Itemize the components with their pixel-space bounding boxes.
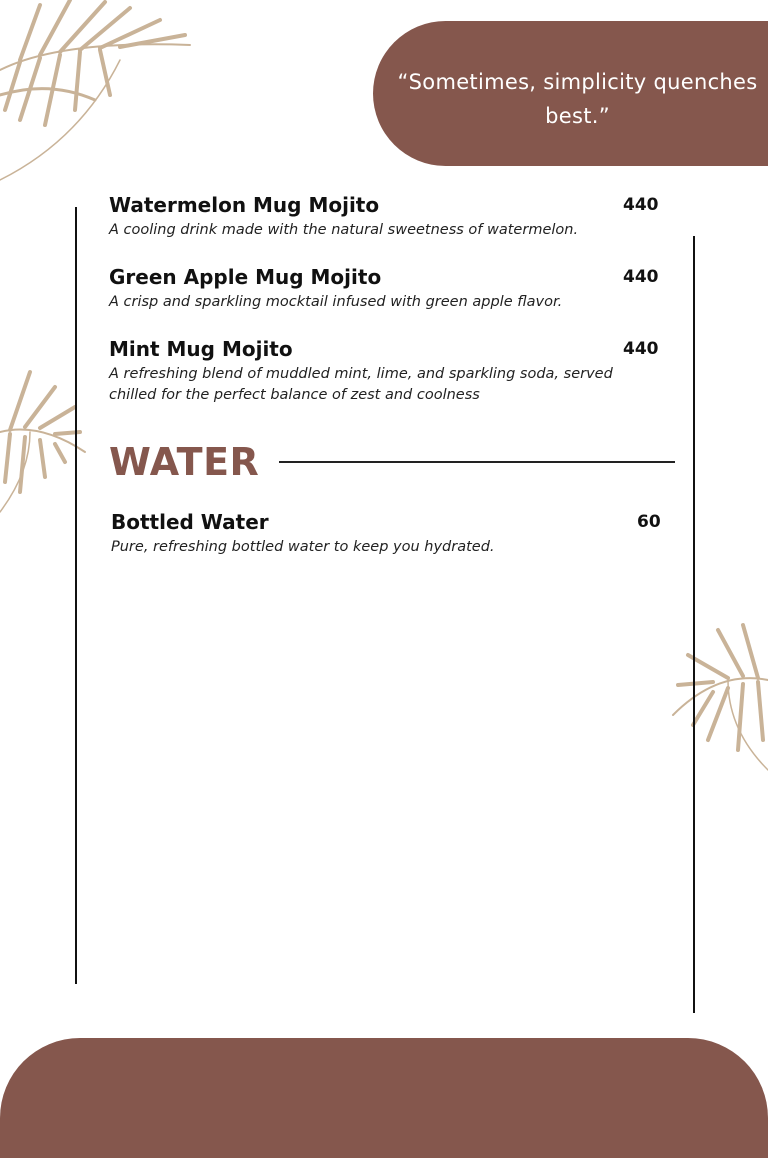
- right-divider: [693, 236, 695, 1013]
- section-title: WATER: [109, 440, 260, 484]
- menu-item: [111, 510, 661, 560]
- quote-text: “Sometimes, simplicity quenches best.”: [397, 70, 758, 128]
- section-divider: [279, 461, 675, 463]
- item-price: 440: [623, 339, 659, 359]
- item-description: Pure, refreshing bottled water to keep you hydrated.: [111, 539, 495, 555]
- item-name: Mint Mug Mojito: [109, 337, 293, 361]
- menu-item: [109, 337, 659, 412]
- menu-item: [109, 193, 659, 243]
- item-price: 60: [637, 512, 661, 532]
- left-divider: [75, 207, 77, 984]
- item-price: 440: [623, 195, 659, 215]
- quote-banner: [373, 21, 768, 166]
- palm-leaf-icon: [668, 600, 768, 780]
- item-description: A cooling drink made with the natural sweetness of watermelon.: [109, 222, 579, 238]
- item-description: A refreshing blend of muddled mint, lime, and sparkling soda, served chilled for the perfect balance of zest and coolness: [109, 366, 613, 403]
- footer-banner: [0, 1038, 768, 1158]
- item-description: A crisp and sparkling mocktail infused with green apple flavor.: [109, 294, 563, 310]
- item-name: Green Apple Mug Mojito: [109, 265, 382, 289]
- item-name: Bottled Water: [111, 510, 269, 534]
- palm-leaf-icon: [0, 0, 200, 185]
- menu-item: [109, 265, 659, 315]
- item-price: 440: [623, 267, 659, 287]
- item-name: Watermelon Mug Mojito: [109, 193, 380, 217]
